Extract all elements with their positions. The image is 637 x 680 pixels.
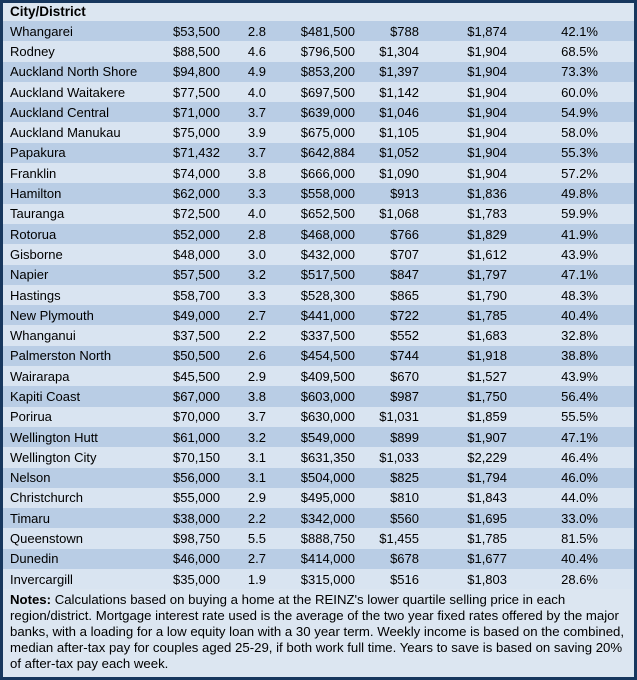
city-name-cell: Queenstown xyxy=(10,531,83,547)
value-cell: $1,829 xyxy=(467,226,507,242)
value-cell: $1,683 xyxy=(467,328,507,344)
value-cell: $337,500 xyxy=(300,328,355,344)
city-name-cell: Papakura xyxy=(10,145,66,161)
value-cell: 2.2 xyxy=(247,510,266,526)
value-cell: $1,904 xyxy=(467,84,507,100)
value-cell: 28.6% xyxy=(561,571,598,587)
value-cell: $987 xyxy=(390,388,419,404)
value-cell: $37,500 xyxy=(173,328,220,344)
filler-cell xyxy=(598,366,634,386)
value-cell: $35,000 xyxy=(173,571,220,587)
filler-cell xyxy=(598,224,634,244)
value-cell: 46.0% xyxy=(561,470,598,486)
value-cell: $631,350 xyxy=(300,449,355,465)
value-cell: $315,000 xyxy=(300,571,355,587)
value-cell: $552 xyxy=(390,328,419,344)
value-cell: $888,750 xyxy=(300,531,355,547)
city-name-cell: Rotorua xyxy=(10,226,57,242)
value-cell: $1,105 xyxy=(379,125,419,141)
filler-cell xyxy=(598,102,634,122)
value-cell: $52,000 xyxy=(173,226,220,242)
value-cell: $94,800 xyxy=(173,64,220,80)
city-name-cell: Wairarapa xyxy=(10,368,70,384)
value-cell: $796,500 xyxy=(300,43,355,59)
value-cell: 3.3 xyxy=(247,186,266,202)
value-cell: 57.2% xyxy=(561,165,598,181)
filler-cell xyxy=(598,407,634,427)
value-cell: 32.8% xyxy=(561,328,598,344)
value-cell: $1,803 xyxy=(467,571,507,587)
city-name-cell: Dunedin xyxy=(10,551,59,567)
value-cell: $98,750 xyxy=(173,531,220,547)
city-name-cell: Auckland Manukau xyxy=(10,125,121,141)
table-row xyxy=(3,346,634,366)
filler-cell xyxy=(598,244,634,264)
value-cell: $1,455 xyxy=(379,531,419,547)
table-row xyxy=(3,508,634,528)
value-cell: 4.0 xyxy=(247,84,266,100)
value-cell: $1,304 xyxy=(379,43,419,59)
value-cell: $61,000 xyxy=(173,429,220,445)
table-row xyxy=(3,427,634,447)
value-cell: $1,904 xyxy=(467,145,507,161)
filler-cell xyxy=(598,549,634,569)
filler-cell xyxy=(598,427,634,447)
value-cell: 3.2 xyxy=(247,267,266,283)
value-cell: $441,000 xyxy=(300,307,355,323)
filler-cell xyxy=(598,122,634,142)
value-cell: $1,836 xyxy=(467,186,507,202)
value-cell: $1,874 xyxy=(467,23,507,39)
table-row xyxy=(3,265,634,285)
value-cell: $1,142 xyxy=(379,84,419,100)
value-cell: $1,904 xyxy=(467,64,507,80)
value-cell: $71,432 xyxy=(173,145,220,161)
value-cell: $630,000 xyxy=(300,409,355,425)
filler-cell xyxy=(598,528,634,548)
table-row xyxy=(3,163,634,183)
value-cell: $1,052 xyxy=(379,145,419,161)
city-name-cell: Auckland Central xyxy=(10,104,109,120)
value-cell: $675,000 xyxy=(300,125,355,141)
value-cell: 2.6 xyxy=(247,348,266,364)
notes-label: Notes: xyxy=(10,592,52,608)
table-row xyxy=(3,468,634,488)
table-row xyxy=(3,407,634,427)
table-row xyxy=(3,386,634,406)
value-cell: $1,785 xyxy=(467,531,507,547)
value-cell: 2.7 xyxy=(247,307,266,323)
value-cell: $72,500 xyxy=(173,206,220,222)
value-cell: 43.9% xyxy=(561,246,598,262)
city-name-cell: New Plymouth xyxy=(10,307,94,323)
value-cell: $678 xyxy=(390,551,419,567)
filler-cell xyxy=(598,447,634,467)
value-cell: $697,500 xyxy=(300,84,355,100)
filler-cell xyxy=(598,569,634,589)
table-row xyxy=(3,285,634,305)
value-cell: $853,200 xyxy=(300,64,355,80)
table-header-city-district: City/District xyxy=(10,4,86,20)
city-name-cell: Auckland North Shore xyxy=(10,64,138,80)
value-cell: $788 xyxy=(390,23,419,39)
value-cell: 44.0% xyxy=(561,490,598,506)
value-cell: 33.0% xyxy=(561,510,598,526)
city-name-cell: Nelson xyxy=(10,470,51,486)
value-cell: $1,794 xyxy=(467,470,507,486)
value-cell: $1,783 xyxy=(467,206,507,222)
table-row xyxy=(3,143,634,163)
value-cell: $1,612 xyxy=(467,246,507,262)
table-body xyxy=(3,21,634,589)
value-cell: 60.0% xyxy=(561,84,598,100)
value-cell: $558,000 xyxy=(300,186,355,202)
table-row xyxy=(3,122,634,142)
value-cell: 40.4% xyxy=(561,551,598,567)
table-row xyxy=(3,183,634,203)
value-cell: 2.8 xyxy=(247,23,266,39)
value-cell: $1,397 xyxy=(379,64,419,80)
table-row xyxy=(3,224,634,244)
city-name-cell: Whangarei xyxy=(10,23,73,39)
table-row xyxy=(3,549,634,569)
value-cell: $53,500 xyxy=(173,23,220,39)
filler-cell xyxy=(598,508,634,528)
value-cell: $56,000 xyxy=(173,470,220,486)
value-cell: $414,000 xyxy=(300,551,355,567)
city-name-cell: Porirua xyxy=(10,409,52,425)
table-row xyxy=(3,528,634,548)
table-row xyxy=(3,325,634,345)
table-row xyxy=(3,204,634,224)
value-cell: $1,843 xyxy=(467,490,507,506)
filler-cell xyxy=(598,325,634,345)
value-cell: 1.9 xyxy=(247,571,266,587)
value-cell: $847 xyxy=(390,267,419,283)
value-cell: 59.9% xyxy=(561,206,598,222)
value-cell: $62,000 xyxy=(173,186,220,202)
table-row xyxy=(3,244,634,264)
value-cell: $468,000 xyxy=(300,226,355,242)
filler-cell xyxy=(598,62,634,82)
value-cell: 48.3% xyxy=(561,287,598,303)
value-cell: 55.3% xyxy=(561,145,598,161)
city-name-cell: Palmerston North xyxy=(10,348,112,364)
filler-cell xyxy=(598,265,634,285)
value-cell: 73.3% xyxy=(561,64,598,80)
filler-cell xyxy=(598,41,634,61)
city-name-cell: Gisborne xyxy=(10,246,63,262)
value-cell: $1,033 xyxy=(379,449,419,465)
value-cell: 3.1 xyxy=(247,449,266,465)
city-name-cell: Hamilton xyxy=(10,186,62,202)
filler-cell xyxy=(598,204,634,224)
value-cell: $38,000 xyxy=(173,510,220,526)
table-row xyxy=(3,102,634,122)
value-cell: $1,904 xyxy=(467,43,507,59)
value-cell: $652,500 xyxy=(300,206,355,222)
value-cell: $48,000 xyxy=(173,246,220,262)
value-cell: $45,500 xyxy=(173,368,220,384)
value-cell: $342,000 xyxy=(300,510,355,526)
table-row xyxy=(3,82,634,102)
value-cell: 4.6 xyxy=(247,43,266,59)
value-cell: $495,000 xyxy=(300,490,355,506)
value-cell: $58,700 xyxy=(173,287,220,303)
value-cell: $670 xyxy=(390,368,419,384)
value-cell: 41.9% xyxy=(561,226,598,242)
value-cell: $517,500 xyxy=(300,267,355,283)
value-cell: 3.8 xyxy=(247,388,266,404)
value-cell: $504,000 xyxy=(300,470,355,486)
notes-text: Calculations based on buying a home at the REINZ's lower quartile selling price in each region/district. Mortgage interest rate used is the average of the two year fixed rates offered by the major banks, with a loading for a low equity loan with a 30 year term. Weekly income is based on the combined, median after-tax pay for couples aged 25-29, if both work full time. Years to save is based on saving 20% of after-tax pay each week. xyxy=(10,592,625,671)
value-cell: 3.7 xyxy=(247,145,266,161)
affordability-table xyxy=(3,3,634,589)
value-cell: 3.7 xyxy=(247,104,266,120)
value-cell: $57,500 xyxy=(173,267,220,283)
table-header-row xyxy=(3,3,634,21)
city-name-cell: Invercargill xyxy=(10,571,73,587)
city-name-cell: Tauranga xyxy=(10,206,65,222)
value-cell: $1,904 xyxy=(467,125,507,141)
value-cell: $70,150 xyxy=(173,449,220,465)
filler-cell xyxy=(598,305,634,325)
value-cell: 4.9 xyxy=(247,64,266,80)
value-cell: $1,527 xyxy=(467,368,507,384)
value-cell: 46.4% xyxy=(561,449,598,465)
filler-cell xyxy=(598,468,634,488)
value-cell: $1,068 xyxy=(379,206,419,222)
value-cell: $744 xyxy=(390,348,419,364)
value-cell: $74,000 xyxy=(173,165,220,181)
filler-cell xyxy=(598,163,634,183)
value-cell: $77,500 xyxy=(173,84,220,100)
value-cell: $865 xyxy=(390,287,419,303)
value-cell: 2.9 xyxy=(247,368,266,384)
value-cell: $481,500 xyxy=(300,23,355,39)
table-row xyxy=(3,305,634,325)
value-cell: $666,000 xyxy=(300,165,355,181)
value-cell: $1,677 xyxy=(467,551,507,567)
value-cell: 3.3 xyxy=(247,287,266,303)
table-row xyxy=(3,569,634,589)
value-cell: 2.2 xyxy=(247,328,266,344)
value-cell: 47.1% xyxy=(561,429,598,445)
value-cell: 4.0 xyxy=(247,206,266,222)
value-cell: 2.9 xyxy=(247,490,266,506)
value-cell: $1,785 xyxy=(467,307,507,323)
value-cell: $825 xyxy=(390,470,419,486)
table-row xyxy=(3,21,634,41)
city-name-cell: Auckland Waitakere xyxy=(10,84,126,100)
value-cell: 47.1% xyxy=(561,267,598,283)
value-cell: $50,500 xyxy=(173,348,220,364)
value-cell: 3.8 xyxy=(247,165,266,181)
filler-cell xyxy=(598,21,634,41)
city-name-cell: Timaru xyxy=(10,510,50,526)
value-cell: $1,859 xyxy=(467,409,507,425)
value-cell: $549,000 xyxy=(300,429,355,445)
city-name-cell: Franklin xyxy=(10,165,57,181)
value-cell: 55.5% xyxy=(561,409,598,425)
value-cell: $2,229 xyxy=(467,449,507,465)
value-cell: 56.4% xyxy=(561,388,598,404)
value-cell: 43.9% xyxy=(561,368,598,384)
value-cell: $1,090 xyxy=(379,165,419,181)
value-cell: 49.8% xyxy=(561,186,598,202)
value-cell: $1,046 xyxy=(379,104,419,120)
value-cell: $1,031 xyxy=(379,409,419,425)
value-cell: $1,790 xyxy=(467,287,507,303)
value-cell: $1,904 xyxy=(467,104,507,120)
value-cell: 2.8 xyxy=(247,226,266,242)
value-cell: $642,884 xyxy=(300,145,355,161)
filler-cell xyxy=(598,386,634,406)
filler-cell xyxy=(598,285,634,305)
value-cell: 2.7 xyxy=(247,551,266,567)
table-row xyxy=(3,488,634,508)
city-name-cell: Napier xyxy=(10,267,49,283)
value-cell: $71,000 xyxy=(173,104,220,120)
value-cell: $1,695 xyxy=(467,510,507,526)
value-cell: $560 xyxy=(390,510,419,526)
value-cell: $639,000 xyxy=(300,104,355,120)
table-row xyxy=(3,447,634,467)
value-cell: $913 xyxy=(390,186,419,202)
value-cell: 3.7 xyxy=(247,409,266,425)
value-cell: $1,918 xyxy=(467,348,507,364)
value-cell: 38.8% xyxy=(561,348,598,364)
value-cell: $766 xyxy=(390,226,419,242)
value-cell: $46,000 xyxy=(173,551,220,567)
value-cell: $516 xyxy=(390,571,419,587)
city-name-cell: Wellington Hutt xyxy=(10,429,98,445)
value-cell: $49,000 xyxy=(173,307,220,323)
value-cell: 5.5 xyxy=(247,531,266,547)
city-name-cell: Hastings xyxy=(10,287,61,303)
value-cell: 3.1 xyxy=(247,470,266,486)
filler-cell xyxy=(598,183,634,203)
table-row xyxy=(3,366,634,386)
value-cell: $603,000 xyxy=(300,388,355,404)
value-cell: $55,000 xyxy=(173,490,220,506)
filler-cell xyxy=(598,143,634,163)
value-cell: 40.4% xyxy=(561,307,598,323)
value-cell: 3.0 xyxy=(247,246,266,262)
city-name-cell: Rodney xyxy=(10,43,55,59)
value-cell: $75,000 xyxy=(173,125,220,141)
value-cell: 58.0% xyxy=(561,125,598,141)
value-cell: 68.5% xyxy=(561,43,598,59)
value-cell: $1,750 xyxy=(467,388,507,404)
table-row xyxy=(3,41,634,61)
value-cell: $67,000 xyxy=(173,388,220,404)
value-cell: 42.1% xyxy=(561,23,598,39)
value-cell: $528,300 xyxy=(300,287,355,303)
value-cell: $707 xyxy=(390,246,419,262)
value-cell: 3.2 xyxy=(247,429,266,445)
table-row xyxy=(3,62,634,82)
filler-cell xyxy=(598,346,634,366)
city-name-cell: Whanganui xyxy=(10,328,76,344)
value-cell: 54.9% xyxy=(561,104,598,120)
filler-cell xyxy=(598,488,634,508)
value-cell: $88,500 xyxy=(173,43,220,59)
value-cell: $70,000 xyxy=(173,409,220,425)
value-cell: $1,907 xyxy=(467,429,507,445)
notes xyxy=(3,589,634,677)
value-cell: $810 xyxy=(390,490,419,506)
value-cell: $1,797 xyxy=(467,267,507,283)
value-cell: $409,500 xyxy=(300,368,355,384)
value-cell: $899 xyxy=(390,429,419,445)
value-cell: 3.9 xyxy=(247,125,266,141)
city-name-cell: Christchurch xyxy=(10,490,83,506)
value-cell: $1,904 xyxy=(467,165,507,181)
city-name-cell: Wellington City xyxy=(10,449,97,465)
value-cell: $454,500 xyxy=(300,348,355,364)
filler-cell xyxy=(598,82,634,102)
city-name-cell: Kapiti Coast xyxy=(10,388,81,404)
value-cell: $432,000 xyxy=(300,246,355,262)
value-cell: 81.5% xyxy=(561,531,598,547)
value-cell: $722 xyxy=(390,307,419,323)
